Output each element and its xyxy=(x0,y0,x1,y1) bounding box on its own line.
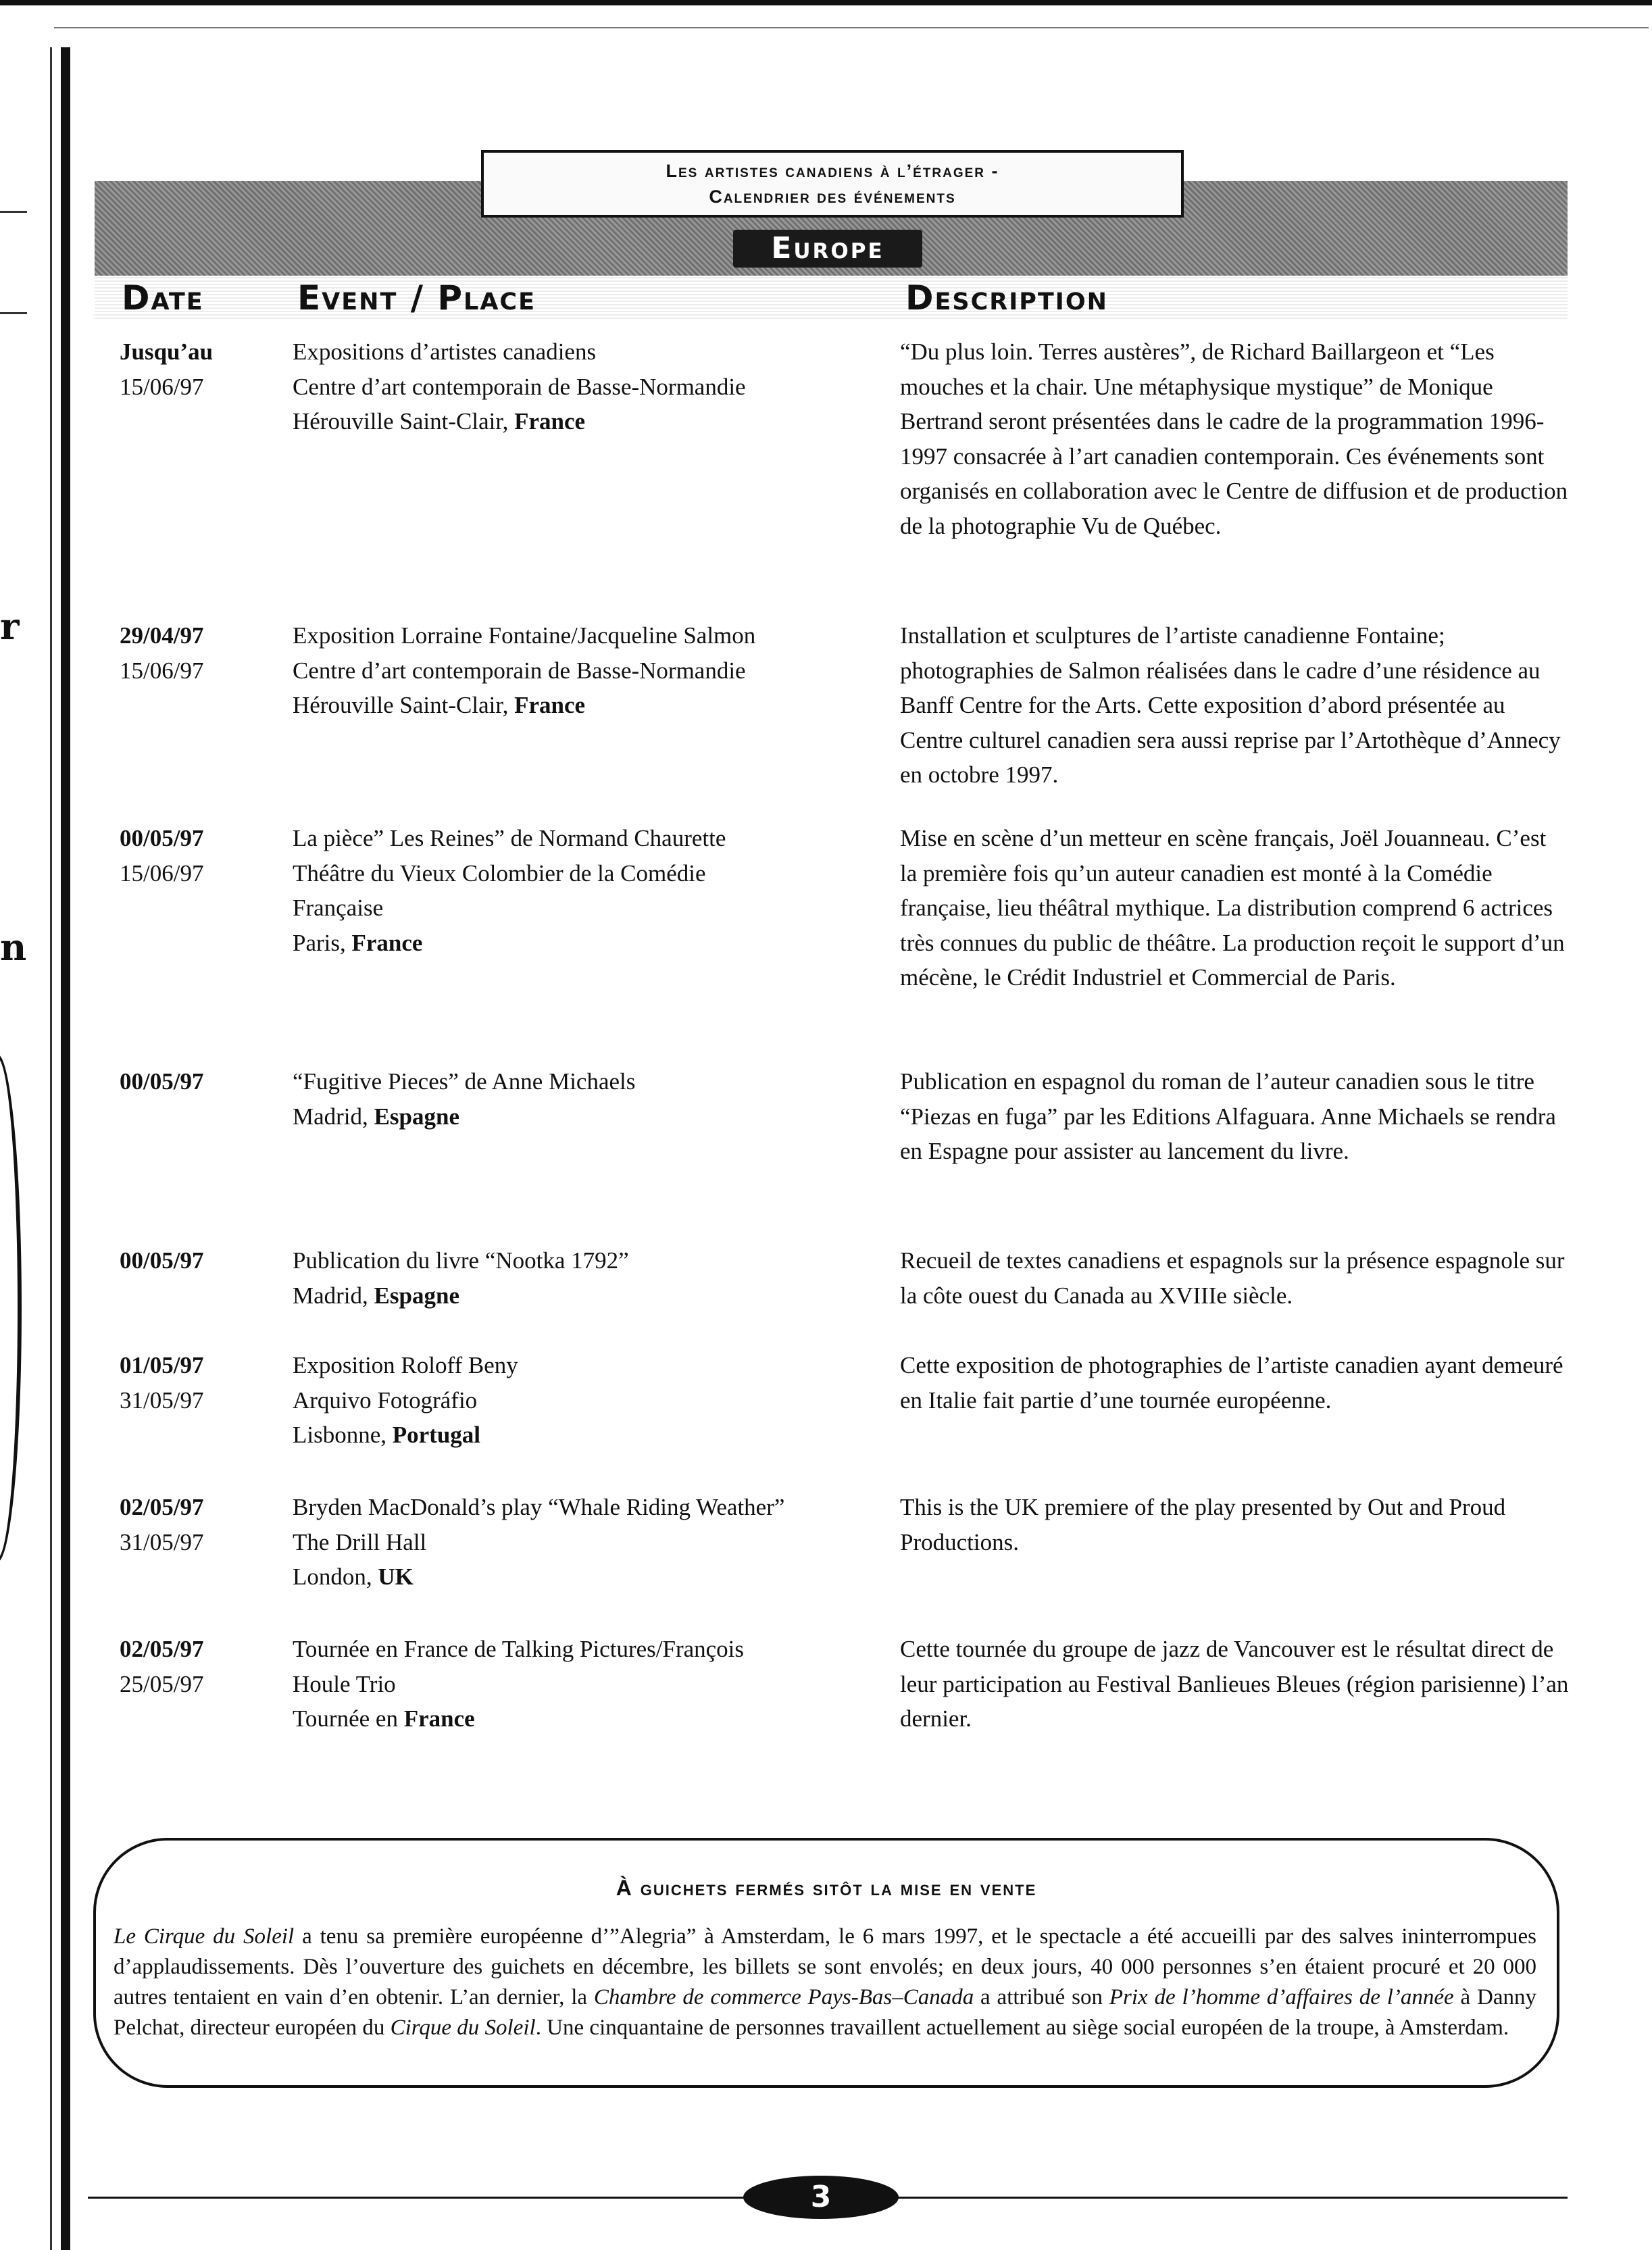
event-line: Exposition Roloff Beny xyxy=(293,1352,518,1378)
event-date: 02/05/97 xyxy=(120,1494,204,1520)
notice-text-run: a attribué son xyxy=(974,1985,1109,2009)
event-description: “Du plus loin. Terres austères”, de Richard Baillargeon et “Les mouches et la chair. Une métaphysique mystique” de Monique Bertrand seront présentées dans le cadre de la programmation 1996-1997 consacrée à l’art canadien contemporain. Ces événements sont organisés en collaboration avec le Centre de diffusion et de production de la photographie Vu de Québec. xyxy=(900,339,1568,539)
event-line: Houle Trio xyxy=(293,1670,396,1697)
event-description: Installation et sculptures de l’artiste canadienne Fontaine; photographies de Salmon réalisées dans le cadre d’une résidence au Banff Centre for the Arts. Cette exposition d’abord présentée au Centre culturel canadien sera aussi reprise par l’Artothèque d’Annecy en octobre 1997. xyxy=(900,622,1561,788)
notice-em: Prix de l’homme d’affaires de l’année xyxy=(1109,1985,1454,2009)
notice-text-run: à Danny Pelchat, directeur européen du xyxy=(114,1985,1536,2040)
event-date: 01/05/97 xyxy=(120,1352,204,1378)
section-title-box xyxy=(481,150,1184,218)
event-place xyxy=(293,1632,887,1736)
event-line: Centre d’art contemporain de Basse-Normandie xyxy=(293,657,746,684)
event-location xyxy=(293,1701,887,1736)
event-country: Espagne xyxy=(374,1103,459,1130)
event-line: Centre d’art contemporain de Basse-Normandie xyxy=(293,373,746,400)
margin-tick xyxy=(0,211,27,213)
event-date: 00/05/97 xyxy=(120,1247,204,1274)
event-place xyxy=(293,821,887,960)
event-line: The Drill Hall xyxy=(293,1528,427,1555)
notice-text-run: a tenu sa première européenne d’”Alegria” à Amsterdam, le 6 mars 1997, et le spectacle a été accueilli par des salves ininterrompues d’applaudissements. Dès l’ouverture des guichets en décembre, les billets se sont envolés; en deux jours, 40 000 personnes s’en étaient procuré et 20 000 autres tentaient en vain d’en obtenir. L’an dernier, la xyxy=(114,1924,1536,2009)
event-description: Recueil de textes canadiens et espagnols sur la présence espagnole sur la côte ouest du Canada au XVIIIe siècle. xyxy=(900,1247,1565,1309)
notice-paragraph xyxy=(114,1922,1536,2043)
margin-fragment: r xyxy=(0,605,20,648)
adjacent-page-curve xyxy=(0,1054,22,1562)
event-location xyxy=(293,926,887,961)
event-line: Bryden MacDonald’s play “Whale Riding Weather” xyxy=(293,1494,785,1520)
event-country: France xyxy=(514,692,586,718)
event-country: Espagne xyxy=(374,1282,459,1309)
event-city: Lisbonne, xyxy=(293,1422,387,1448)
event-location xyxy=(293,1559,887,1595)
section-title-line1: Les artistes canadiens à l’étrager - xyxy=(666,161,999,181)
event-city: Madrid, xyxy=(293,1282,368,1309)
event-line: Exposition Lorraine Fontaine/Jacqueline Salmon xyxy=(293,622,756,649)
event-line: Publication du livre “Nootka 1792” xyxy=(293,1247,629,1274)
event-dates xyxy=(120,618,282,688)
event-place xyxy=(293,618,887,723)
event-dates xyxy=(120,1348,282,1418)
event-city: London, xyxy=(293,1564,372,1590)
event-dates xyxy=(120,1243,282,1278)
event-place xyxy=(293,1243,887,1313)
event-date: 29/04/97 xyxy=(120,622,204,649)
event-place xyxy=(293,1490,887,1595)
event-date: 15/06/97 xyxy=(120,373,204,400)
event-country: France xyxy=(514,408,586,434)
event-description: Cette tournée du groupe de jazz de Vancouver est le résultat direct de leur participation au Festival Banlieues Bleues (région parisienne) l’an dernier. xyxy=(900,1636,1569,1732)
notice-text-run: . Une cinquantaine de personnes travaillent actuellement au siège social européen de la troupe, à Amsterdam. xyxy=(535,2016,1509,2040)
event-city: Tournée en xyxy=(293,1705,398,1732)
notice-em: Chambre de commerce Pays-Bas–Canada xyxy=(593,1985,974,2009)
event-location xyxy=(293,1099,887,1134)
event-line: La pièce” Les Reines” de Normand Chaurette xyxy=(293,825,726,851)
event-date: 31/05/97 xyxy=(120,1528,204,1555)
event-dates xyxy=(120,1632,282,1701)
event-description: This is the UK premiere of the play presented by Out and Proud Productions. xyxy=(900,1494,1506,1555)
event-date: 00/05/97 xyxy=(120,1068,204,1095)
page-number: 3 xyxy=(743,2176,899,2219)
event-line: Arquivo Fotográfio xyxy=(293,1386,478,1414)
event-place xyxy=(293,1348,887,1453)
event-description: Publication en espagnol du roman de l’auteur canadien sous le titre “Piezas en fuga” par les Editions Alfaguara. Anne Michaels se rendra en Espagne pour assister au lancement du livre. xyxy=(900,1068,1556,1164)
binding-edge xyxy=(61,47,70,2250)
event-description: Cette exposition de photographies de l’artiste canadien ayant demeuré en Italie fait partie d’une tournée européenne. xyxy=(900,1352,1563,1414)
scan-top-line xyxy=(54,27,1649,28)
column-header-description: Description xyxy=(905,278,1108,318)
event-date: 15/06/97 xyxy=(120,657,204,684)
event-city: Hérouville Saint-Clair, xyxy=(293,692,509,718)
event-date: 00/05/97 xyxy=(120,825,204,851)
event-line: Expositions d’artistes canadiens xyxy=(293,339,597,365)
scan-top-rule xyxy=(0,0,1652,5)
margin-tick xyxy=(0,312,27,314)
region-label: Europe xyxy=(733,230,922,268)
event-date: 25/05/97 xyxy=(120,1670,204,1697)
event-city: Madrid, xyxy=(293,1103,368,1130)
event-place xyxy=(293,334,887,439)
event-country: France xyxy=(403,1705,475,1732)
event-location xyxy=(293,404,887,439)
notice-em: Cirque du Soleil xyxy=(390,2016,536,2040)
event-country: France xyxy=(351,929,423,956)
event-dates xyxy=(120,1064,282,1099)
binding-edge-line xyxy=(50,47,52,2250)
event-dates xyxy=(120,334,282,404)
event-line: Tournée en France de Talking Pictures/François xyxy=(293,1636,745,1662)
event-location xyxy=(293,688,887,723)
notice-box xyxy=(93,1838,1559,2088)
event-location xyxy=(293,1278,887,1314)
event-line: “Fugitive Pieces” de Anne Michaels xyxy=(293,1068,636,1095)
event-country: UK xyxy=(378,1564,414,1590)
column-header-event: Event / Place xyxy=(297,278,536,318)
margin-fragment: n xyxy=(0,926,27,969)
event-line: Française xyxy=(293,895,384,921)
event-city: Hérouville Saint-Clair, xyxy=(293,408,509,434)
event-date: 15/06/97 xyxy=(120,859,204,886)
event-date: 02/05/97 xyxy=(120,1636,204,1662)
event-line: Théâtre du Vieux Colombier de la Comédie xyxy=(293,859,706,886)
event-country: Portugal xyxy=(392,1422,481,1448)
section-title-line2: Calendrier des événements xyxy=(709,186,956,207)
event-place xyxy=(293,1064,887,1134)
event-dates xyxy=(120,821,282,891)
column-header-date: Date xyxy=(122,278,204,318)
notice-em: Le Cirque du Soleil xyxy=(114,1924,295,1949)
event-location xyxy=(293,1418,887,1453)
event-date: Jusqu’au xyxy=(120,339,214,365)
event-date: 31/05/97 xyxy=(120,1386,204,1414)
event-description: Mise en scène d’un metteur en scène français, Joël Jouanneau. C’est la première fois qu’un auteur canadien est monté à la Comédie française, lieu théâtral mythique. La distribution comprend 6 actrices très connues du public de théâtre. La production reçoit le support d’un mécène, le Crédit Industriel et Commercial de Paris. xyxy=(900,825,1565,991)
event-dates xyxy=(120,1490,282,1559)
notice-title: À guichets fermés sitôt la mise en vente xyxy=(616,1876,1037,1900)
event-city: Paris, xyxy=(293,929,346,956)
